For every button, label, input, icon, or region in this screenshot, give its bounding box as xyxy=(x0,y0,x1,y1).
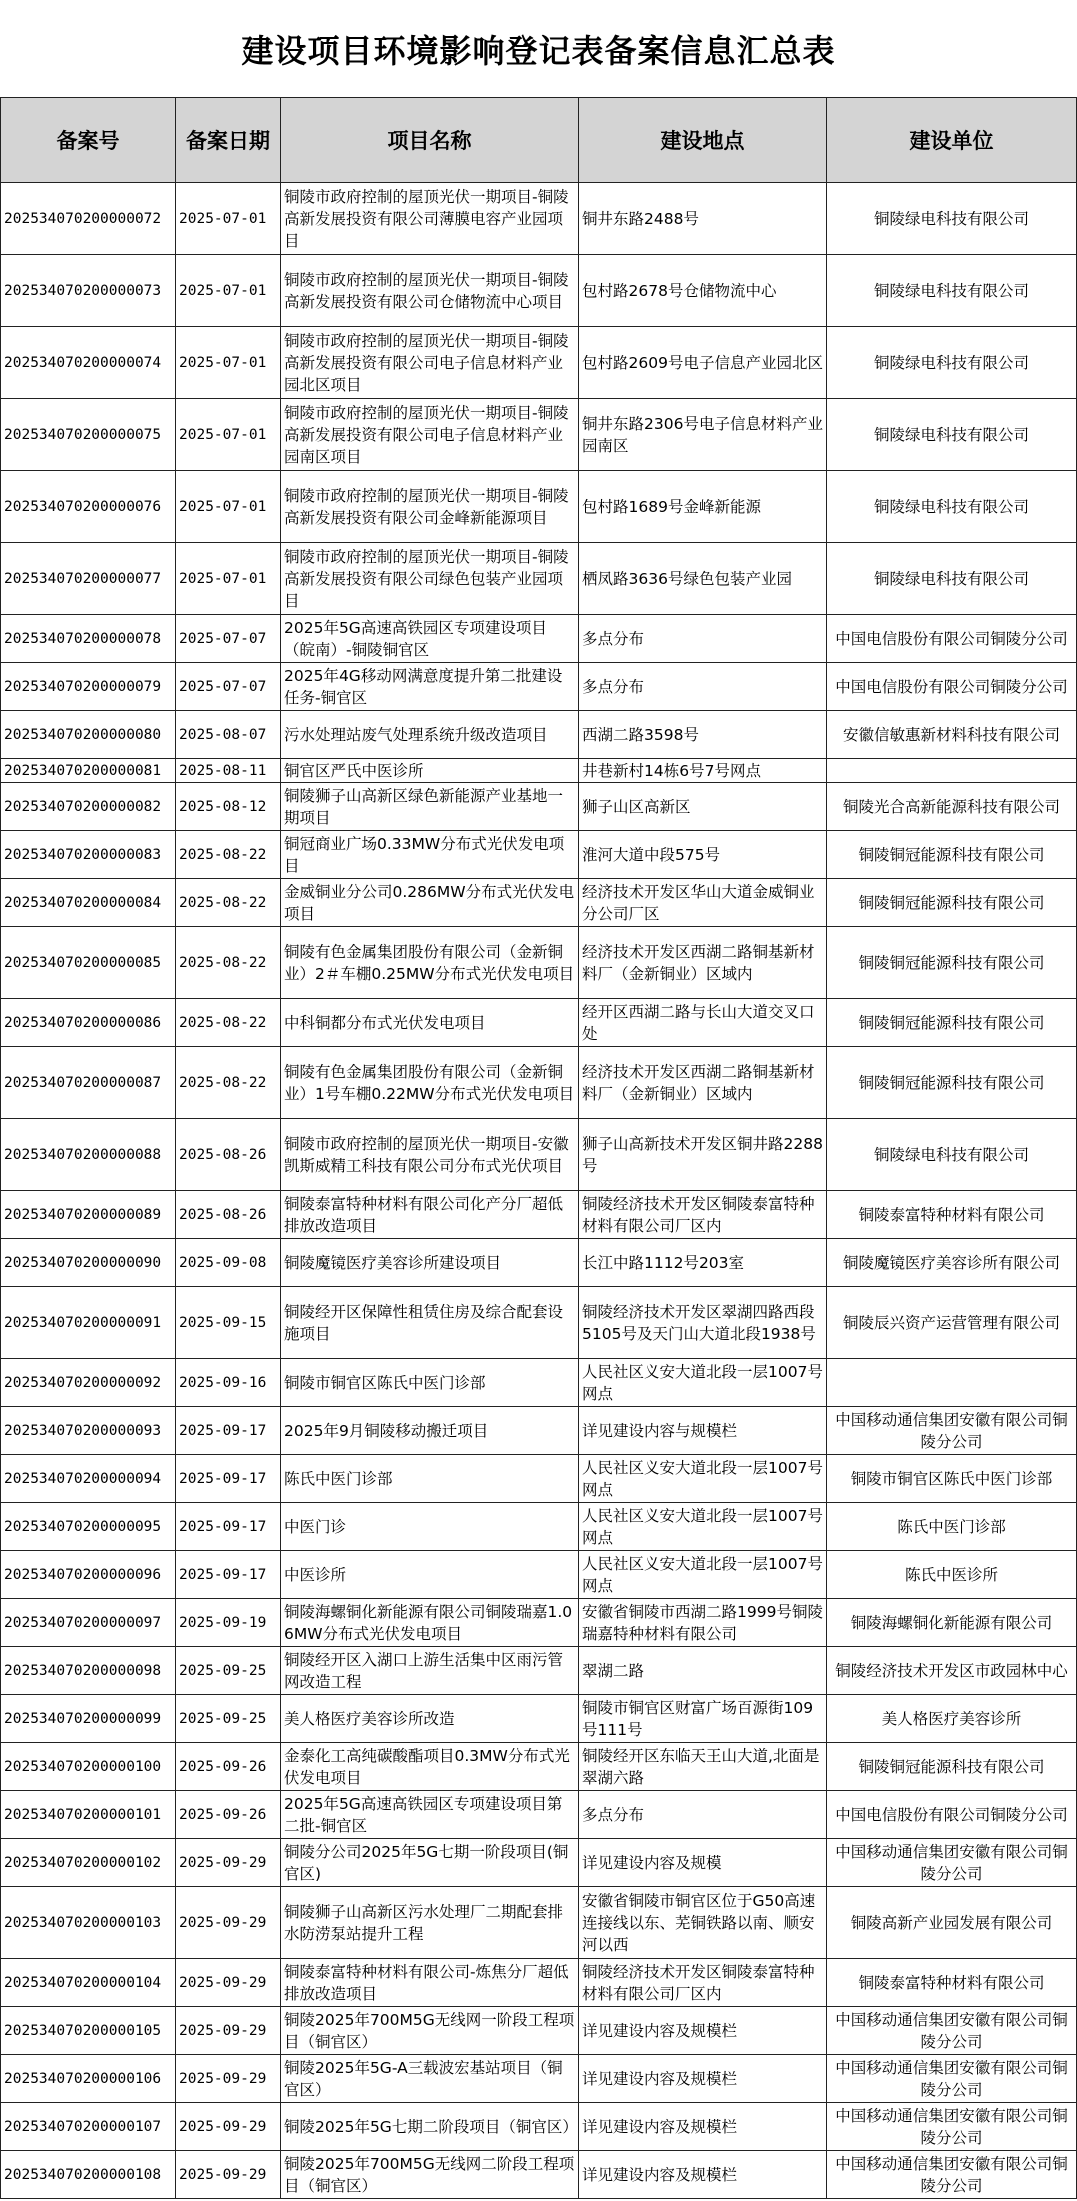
record-date-cell: 2025-07-01 xyxy=(176,255,281,327)
record-date-cell: 2025-07-01 xyxy=(176,399,281,471)
project-name-cell: 铜陵有色金属集团股份有限公司（金新铜业）1号车棚0.22MW分布式光伏发电项目 xyxy=(281,1047,579,1119)
record-no-cell: 202534070200000083 xyxy=(1,831,176,879)
record-no-cell: 202534070200000079 xyxy=(1,663,176,711)
record-no-cell: 202534070200000084 xyxy=(1,879,176,927)
record-date-cell: 2025-07-07 xyxy=(176,663,281,711)
project-name-cell: 铜陵市政府控制的屋顶光伏一期项目-铜陵高新发展投资有限公司电子信息材料产业园南区项目 xyxy=(281,399,579,471)
unit-cell: 铜陵经济技术开发区市政园林中心 xyxy=(827,1647,1077,1695)
record-date-cell: 2025-08-12 xyxy=(176,783,281,831)
record-date-cell: 2025-08-22 xyxy=(176,831,281,879)
unit-cell: 铜陵绿电科技有限公司 xyxy=(827,327,1077,399)
unit-cell: 中国移动通信集团安徽有限公司铜陵分公司 xyxy=(827,1407,1077,1455)
table-row xyxy=(1,663,1077,711)
record-no-cell: 202534070200000074 xyxy=(1,327,176,399)
project-name-cell: 铜陵市政府控制的屋顶光伏一期项目-安徽凯斯威精工科技有限公司分布式光伏项目 xyxy=(281,1119,579,1191)
location-cell: 包村路2678号仓储物流中心 xyxy=(579,255,827,327)
record-no-cell: 202534070200000092 xyxy=(1,1359,176,1407)
record-no-cell: 202534070200000093 xyxy=(1,1407,176,1455)
location-cell: 详见建设内容及规模 xyxy=(579,1839,827,1887)
project-name-cell: 污水处理站废气处理系统升级改造项目 xyxy=(281,711,579,759)
project-name-cell: 2025年5G高速高铁园区专项建设项目（皖南）-铜陵铜官区 xyxy=(281,615,579,663)
record-no-cell: 202534070200000078 xyxy=(1,615,176,663)
table-row xyxy=(1,2151,1077,2199)
location-cell: 铜陵经济技术开发区翠湖四路西段5105号及天门山大道北段1938号 xyxy=(579,1287,827,1359)
unit-cell: 中国移动通信集团安徽有限公司铜陵分公司 xyxy=(827,2103,1077,2151)
header-record-date: 备案日期 xyxy=(176,98,281,183)
record-date-cell: 2025-09-25 xyxy=(176,1695,281,1743)
project-name-cell: 铜陵泰富特种材料有限公司-炼焦分厂超低排放改造项目 xyxy=(281,1959,579,2007)
project-name-cell: 铜陵经开区保障性租赁住房及综合配套设施项目 xyxy=(281,1287,579,1359)
location-cell: 铜陵经济技术开发区铜陵泰富特种材料有限公司厂区内 xyxy=(579,1191,827,1239)
record-date-cell: 2025-09-15 xyxy=(176,1287,281,1359)
unit-cell: 铜陵绿电科技有限公司 xyxy=(827,183,1077,255)
table-row xyxy=(1,615,1077,663)
header-project-name: 项目名称 xyxy=(281,98,579,183)
location-cell: 长江中路1112号203室 xyxy=(579,1239,827,1287)
header-unit: 建设单位 xyxy=(827,98,1077,183)
location-cell: 多点分布 xyxy=(579,663,827,711)
location-cell: 多点分布 xyxy=(579,1791,827,1839)
location-cell: 铜陵经济技术开发区铜陵泰富特种材料有限公司厂区内 xyxy=(579,1959,827,2007)
location-cell: 人民社区义安大道北段一层1007号网点 xyxy=(579,1551,827,1599)
record-no-cell: 202534070200000104 xyxy=(1,1959,176,2007)
project-name-cell: 中医门诊 xyxy=(281,1503,579,1551)
unit-cell: 陈氏中医诊所 xyxy=(827,1551,1077,1599)
record-date-cell: 2025-09-29 xyxy=(176,2055,281,2103)
record-no-cell: 202534070200000099 xyxy=(1,1695,176,1743)
record-no-cell: 202534070200000101 xyxy=(1,1791,176,1839)
location-cell: 铜陵市铜官区财富广场百源街109号111号 xyxy=(579,1695,827,1743)
record-date-cell: 2025-07-01 xyxy=(176,543,281,615)
location-cell: 铜井东路2306号电子信息材料产业园南区 xyxy=(579,399,827,471)
record-no-cell: 202534070200000082 xyxy=(1,783,176,831)
table-row xyxy=(1,1455,1077,1503)
unit-cell: 中国移动通信集团安徽有限公司铜陵分公司 xyxy=(827,2151,1077,2199)
table-row xyxy=(1,1695,1077,1743)
table-row xyxy=(1,2103,1077,2151)
table-row xyxy=(1,1791,1077,1839)
table-row xyxy=(1,399,1077,471)
record-date-cell: 2025-09-17 xyxy=(176,1551,281,1599)
location-cell: 详见建设内容及规模栏 xyxy=(579,2055,827,2103)
record-date-cell: 2025-09-29 xyxy=(176,2007,281,2055)
record-no-cell: 202534070200000085 xyxy=(1,927,176,999)
unit-cell: 中国移动通信集团安徽有限公司铜陵分公司 xyxy=(827,2055,1077,2103)
project-name-cell: 铜陵2025年700M5G无线网二阶段工程项目（铜官区） xyxy=(281,2151,579,2199)
unit-cell xyxy=(827,1359,1077,1407)
record-no-cell: 202534070200000091 xyxy=(1,1287,176,1359)
table-row xyxy=(1,999,1077,1047)
record-no-cell: 202534070200000100 xyxy=(1,1743,176,1791)
table-row xyxy=(1,711,1077,759)
project-name-cell: 铜陵市铜官区陈氏中医门诊部 xyxy=(281,1359,579,1407)
page-title: 建设项目环境影响登记表备案信息汇总表 xyxy=(241,31,836,70)
project-name-cell: 陈氏中医门诊部 xyxy=(281,1455,579,1503)
project-name-cell: 铜陵魔镜医疗美容诊所建设项目 xyxy=(281,1239,579,1287)
project-name-cell: 铜陵市政府控制的屋顶光伏一期项目-铜陵高新发展投资有限公司薄膜电容产业园项目 xyxy=(281,183,579,255)
location-cell: 井巷新村14栋6号7号网点 xyxy=(579,759,827,783)
table-row xyxy=(1,1599,1077,1647)
title-bar xyxy=(0,0,1077,97)
unit-cell: 铜陵光合高新能源科技有限公司 xyxy=(827,783,1077,831)
project-name-cell: 铜陵2025年5G七期二阶段项目（铜官区） xyxy=(281,2103,579,2151)
unit-cell xyxy=(827,759,1077,783)
record-date-cell: 2025-09-25 xyxy=(176,1647,281,1695)
record-date-cell: 2025-08-22 xyxy=(176,927,281,999)
table-row xyxy=(1,543,1077,615)
project-name-cell: 铜陵海螺铜化新能源有限公司铜陵瑞嘉1.06MW分布式光伏发电项目 xyxy=(281,1599,579,1647)
record-date-cell: 2025-09-17 xyxy=(176,1455,281,1503)
project-name-cell: 金威铜业分公司0.286MW分布式光伏发电项目 xyxy=(281,879,579,927)
unit-cell: 中国电信股份有限公司铜陵分公司 xyxy=(827,1791,1077,1839)
project-name-cell: 铜陵泰富特种材料有限公司化产分厂超低排放改造项目 xyxy=(281,1191,579,1239)
record-no-cell: 202534070200000076 xyxy=(1,471,176,543)
location-cell: 人民社区义安大道北段一层1007号网点 xyxy=(579,1503,827,1551)
record-date-cell: 2025-09-29 xyxy=(176,1959,281,2007)
table-body xyxy=(1,183,1077,2199)
project-name-cell: 铜陵2025年5G-A三载波宏基站项目（铜官区） xyxy=(281,2055,579,2103)
record-date-cell: 2025-09-08 xyxy=(176,1239,281,1287)
unit-cell: 铜陵市铜官区陈氏中医门诊部 xyxy=(827,1455,1077,1503)
unit-cell: 铜陵海螺铜化新能源有限公司 xyxy=(827,1599,1077,1647)
record-no-cell: 202534070200000097 xyxy=(1,1599,176,1647)
unit-cell: 铜陵铜冠能源科技有限公司 xyxy=(827,1047,1077,1119)
table-row xyxy=(1,831,1077,879)
record-no-cell: 202534070200000089 xyxy=(1,1191,176,1239)
table-row xyxy=(1,1503,1077,1551)
table-row xyxy=(1,1359,1077,1407)
unit-cell: 安徽信敏惠新材料科技有限公司 xyxy=(827,711,1077,759)
unit-cell: 铜陵绿电科技有限公司 xyxy=(827,543,1077,615)
record-date-cell: 2025-07-01 xyxy=(176,327,281,399)
location-cell: 狮子山区高新区 xyxy=(579,783,827,831)
unit-cell: 铜陵绿电科技有限公司 xyxy=(827,255,1077,327)
record-no-cell: 202534070200000086 xyxy=(1,999,176,1047)
project-name-cell: 2025年9月铜陵移动搬迁项目 xyxy=(281,1407,579,1455)
location-cell: 经开区西湖二路与长山大道交叉口处 xyxy=(579,999,827,1047)
record-no-cell: 202534070200000073 xyxy=(1,255,176,327)
record-date-cell: 2025-07-01 xyxy=(176,183,281,255)
unit-cell: 铜陵魔镜医疗美容诊所有限公司 xyxy=(827,1239,1077,1287)
record-no-cell: 202534070200000080 xyxy=(1,711,176,759)
location-cell: 详见建设内容及规模栏 xyxy=(579,2103,827,2151)
project-name-cell: 2025年5G高速高铁园区专项建设项目第二批-铜官区 xyxy=(281,1791,579,1839)
table-row xyxy=(1,1239,1077,1287)
location-cell: 人民社区义安大道北段一层1007号网点 xyxy=(579,1359,827,1407)
record-no-cell: 202534070200000107 xyxy=(1,2103,176,2151)
unit-cell: 中国移动通信集团安徽有限公司铜陵分公司 xyxy=(827,2007,1077,2055)
project-name-cell: 铜冠商业广场0.33MW分布式光伏发电项目 xyxy=(281,831,579,879)
location-cell: 经济技术开发区西湖二路铜基新材料厂（金新铜业）区域内 xyxy=(579,927,827,999)
table-row xyxy=(1,1743,1077,1791)
record-date-cell: 2025-09-19 xyxy=(176,1599,281,1647)
record-date-cell: 2025-08-11 xyxy=(176,759,281,783)
table-row xyxy=(1,471,1077,543)
table-row xyxy=(1,879,1077,927)
location-cell: 详见建设内容及规模栏 xyxy=(579,2007,827,2055)
project-name-cell: 2025年4G移动网满意度提升第二批建设任务-铜官区 xyxy=(281,663,579,711)
table-row xyxy=(1,1287,1077,1359)
unit-cell: 美人格医疗美容诊所 xyxy=(827,1695,1077,1743)
record-date-cell: 2025-09-16 xyxy=(176,1359,281,1407)
project-name-cell: 金泰化工高纯碳酸酯项目0.3MW分布式光伏发电项目 xyxy=(281,1743,579,1791)
table-row xyxy=(1,927,1077,999)
project-name-cell: 铜官区严氏中医诊所 xyxy=(281,759,579,783)
location-cell: 狮子山高新技术开发区铜井路2288号 xyxy=(579,1119,827,1191)
record-no-cell: 202534070200000108 xyxy=(1,2151,176,2199)
unit-cell: 铜陵绿电科技有限公司 xyxy=(827,399,1077,471)
table-row xyxy=(1,1407,1077,1455)
record-date-cell: 2025-09-29 xyxy=(176,1887,281,1959)
record-date-cell: 2025-08-26 xyxy=(176,1191,281,1239)
unit-cell: 铜陵铜冠能源科技有限公司 xyxy=(827,831,1077,879)
record-date-cell: 2025-09-26 xyxy=(176,1743,281,1791)
project-name-cell: 铜陵市政府控制的屋顶光伏一期项目-铜陵高新发展投资有限公司金峰新能源项目 xyxy=(281,471,579,543)
unit-cell: 铜陵泰富特种材料有限公司 xyxy=(827,1191,1077,1239)
table-row xyxy=(1,2055,1077,2103)
table-row xyxy=(1,1647,1077,1695)
unit-cell: 铜陵铜冠能源科技有限公司 xyxy=(827,1743,1077,1791)
record-date-cell: 2025-07-07 xyxy=(176,615,281,663)
table-row xyxy=(1,255,1077,327)
table-row xyxy=(1,1119,1077,1191)
table-row xyxy=(1,783,1077,831)
table-row xyxy=(1,1887,1077,1959)
record-no-cell: 202534070200000087 xyxy=(1,1047,176,1119)
unit-cell: 铜陵铜冠能源科技有限公司 xyxy=(827,999,1077,1047)
record-date-cell: 2025-07-01 xyxy=(176,471,281,543)
record-date-cell: 2025-09-17 xyxy=(176,1407,281,1455)
unit-cell: 中国电信股份有限公司铜陵分公司 xyxy=(827,615,1077,663)
location-cell: 铜陵经开区东临天王山大道,北面是翠湖六路 xyxy=(579,1743,827,1791)
location-cell: 包村路1689号金峰新能源 xyxy=(579,471,827,543)
record-no-cell: 202534070200000075 xyxy=(1,399,176,471)
header-row xyxy=(1,98,1077,183)
record-no-cell: 202534070200000088 xyxy=(1,1119,176,1191)
record-no-cell: 202534070200000102 xyxy=(1,1839,176,1887)
record-no-cell: 202534070200000072 xyxy=(1,183,176,255)
table-header xyxy=(1,98,1077,183)
record-date-cell: 2025-08-22 xyxy=(176,1047,281,1119)
header-location: 建设地点 xyxy=(579,98,827,183)
unit-cell: 铜陵泰富特种材料有限公司 xyxy=(827,1959,1077,2007)
record-date-cell: 2025-09-29 xyxy=(176,2103,281,2151)
location-cell: 包村路2609号电子信息产业园北区 xyxy=(579,327,827,399)
unit-cell: 中国移动通信集团安徽有限公司铜陵分公司 xyxy=(827,1839,1077,1887)
record-date-cell: 2025-09-26 xyxy=(176,1791,281,1839)
table-row xyxy=(1,1839,1077,1887)
table-row xyxy=(1,183,1077,255)
unit-cell: 中国电信股份有限公司铜陵分公司 xyxy=(827,663,1077,711)
unit-cell: 铜陵铜冠能源科技有限公司 xyxy=(827,927,1077,999)
record-no-cell: 202534070200000095 xyxy=(1,1503,176,1551)
record-no-cell: 202534070200000090 xyxy=(1,1239,176,1287)
record-date-cell: 2025-08-07 xyxy=(176,711,281,759)
location-cell: 详见建设内容与规模栏 xyxy=(579,1407,827,1455)
unit-cell: 铜陵绿电科技有限公司 xyxy=(827,471,1077,543)
project-name-cell: 铜陵经开区入湖口上游生活集中区雨污管网改造工程 xyxy=(281,1647,579,1695)
location-cell: 铜井东路2488号 xyxy=(579,183,827,255)
project-name-cell: 铜陵市政府控制的屋顶光伏一期项目-铜陵高新发展投资有限公司电子信息材料产业园北区项目 xyxy=(281,327,579,399)
record-no-cell: 202534070200000106 xyxy=(1,2055,176,2103)
record-no-cell: 202534070200000081 xyxy=(1,759,176,783)
unit-cell: 陈氏中医门诊部 xyxy=(827,1503,1077,1551)
record-no-cell: 202534070200000094 xyxy=(1,1455,176,1503)
project-name-cell: 铜陵狮子山高新区污水处理厂二期配套排水防涝泵站提升工程 xyxy=(281,1887,579,1959)
record-date-cell: 2025-08-26 xyxy=(176,1119,281,1191)
unit-cell: 铜陵绿电科技有限公司 xyxy=(827,1119,1077,1191)
project-name-cell: 铜陵2025年700M5G无线网一阶段工程项目（铜官区） xyxy=(281,2007,579,2055)
table-row xyxy=(1,327,1077,399)
project-name-cell: 美人格医疗美容诊所改造 xyxy=(281,1695,579,1743)
location-cell: 西湖二路3598号 xyxy=(579,711,827,759)
project-name-cell: 铜陵有色金属集团股份有限公司（金新铜业）2＃车棚0.25MW分布式光伏发电项目 xyxy=(281,927,579,999)
project-name-cell: 中科铜都分布式光伏发电项目 xyxy=(281,999,579,1047)
unit-cell: 铜陵辰兴资产运营管理有限公司 xyxy=(827,1287,1077,1359)
table-row xyxy=(1,759,1077,783)
table-row xyxy=(1,2007,1077,2055)
location-cell: 经济技术开发区西湖二路铜基新材料厂（金新铜业）区域内 xyxy=(579,1047,827,1119)
record-date-cell: 2025-08-22 xyxy=(176,999,281,1047)
table-row xyxy=(1,1047,1077,1119)
unit-cell: 铜陵高新产业园发展有限公司 xyxy=(827,1887,1077,1959)
record-no-cell: 202534070200000105 xyxy=(1,2007,176,2055)
record-no-cell: 202534070200000098 xyxy=(1,1647,176,1695)
project-name-cell: 铜陵市政府控制的屋顶光伏一期项目-铜陵高新发展投资有限公司仓储物流中心项目 xyxy=(281,255,579,327)
location-cell: 人民社区义安大道北段一层1007号网点 xyxy=(579,1455,827,1503)
table-row xyxy=(1,1191,1077,1239)
unit-cell: 铜陵铜冠能源科技有限公司 xyxy=(827,879,1077,927)
record-date-cell: 2025-08-22 xyxy=(176,879,281,927)
location-cell: 多点分布 xyxy=(579,615,827,663)
record-table xyxy=(0,97,1077,2199)
record-no-cell: 202534070200000103 xyxy=(1,1887,176,1959)
project-name-cell: 铜陵市政府控制的屋顶光伏一期项目-铜陵高新发展投资有限公司绿色包装产业园项目 xyxy=(281,543,579,615)
location-cell: 安徽省铜陵市铜官区位于G50高速连接线以东、芜铜铁路以南、顺安河以西 xyxy=(579,1887,827,1959)
record-date-cell: 2025-09-29 xyxy=(176,2151,281,2199)
location-cell: 栖凤路3636号绿色包装产业园 xyxy=(579,543,827,615)
table-row xyxy=(1,1959,1077,2007)
header-record-no: 备案号 xyxy=(1,98,176,183)
location-cell: 淮河大道中段575号 xyxy=(579,831,827,879)
project-name-cell: 中医诊所 xyxy=(281,1551,579,1599)
record-no-cell: 202534070200000077 xyxy=(1,543,176,615)
location-cell: 经济技术开发区华山大道金威铜业分公司厂区 xyxy=(579,879,827,927)
record-date-cell: 2025-09-17 xyxy=(176,1503,281,1551)
table-row xyxy=(1,1551,1077,1599)
project-name-cell: 铜陵狮子山高新区绿色新能源产业基地一期项目 xyxy=(281,783,579,831)
location-cell: 详见建设内容及规模栏 xyxy=(579,2151,827,2199)
location-cell: 安徽省铜陵市西湖二路1999号铜陵瑞嘉特种材料有限公司 xyxy=(579,1599,827,1647)
location-cell: 翠湖二路 xyxy=(579,1647,827,1695)
record-no-cell: 202534070200000096 xyxy=(1,1551,176,1599)
record-date-cell: 2025-09-29 xyxy=(176,1839,281,1887)
project-name-cell: 铜陵分公司2025年5G七期一阶段项目(铜官区) xyxy=(281,1839,579,1887)
